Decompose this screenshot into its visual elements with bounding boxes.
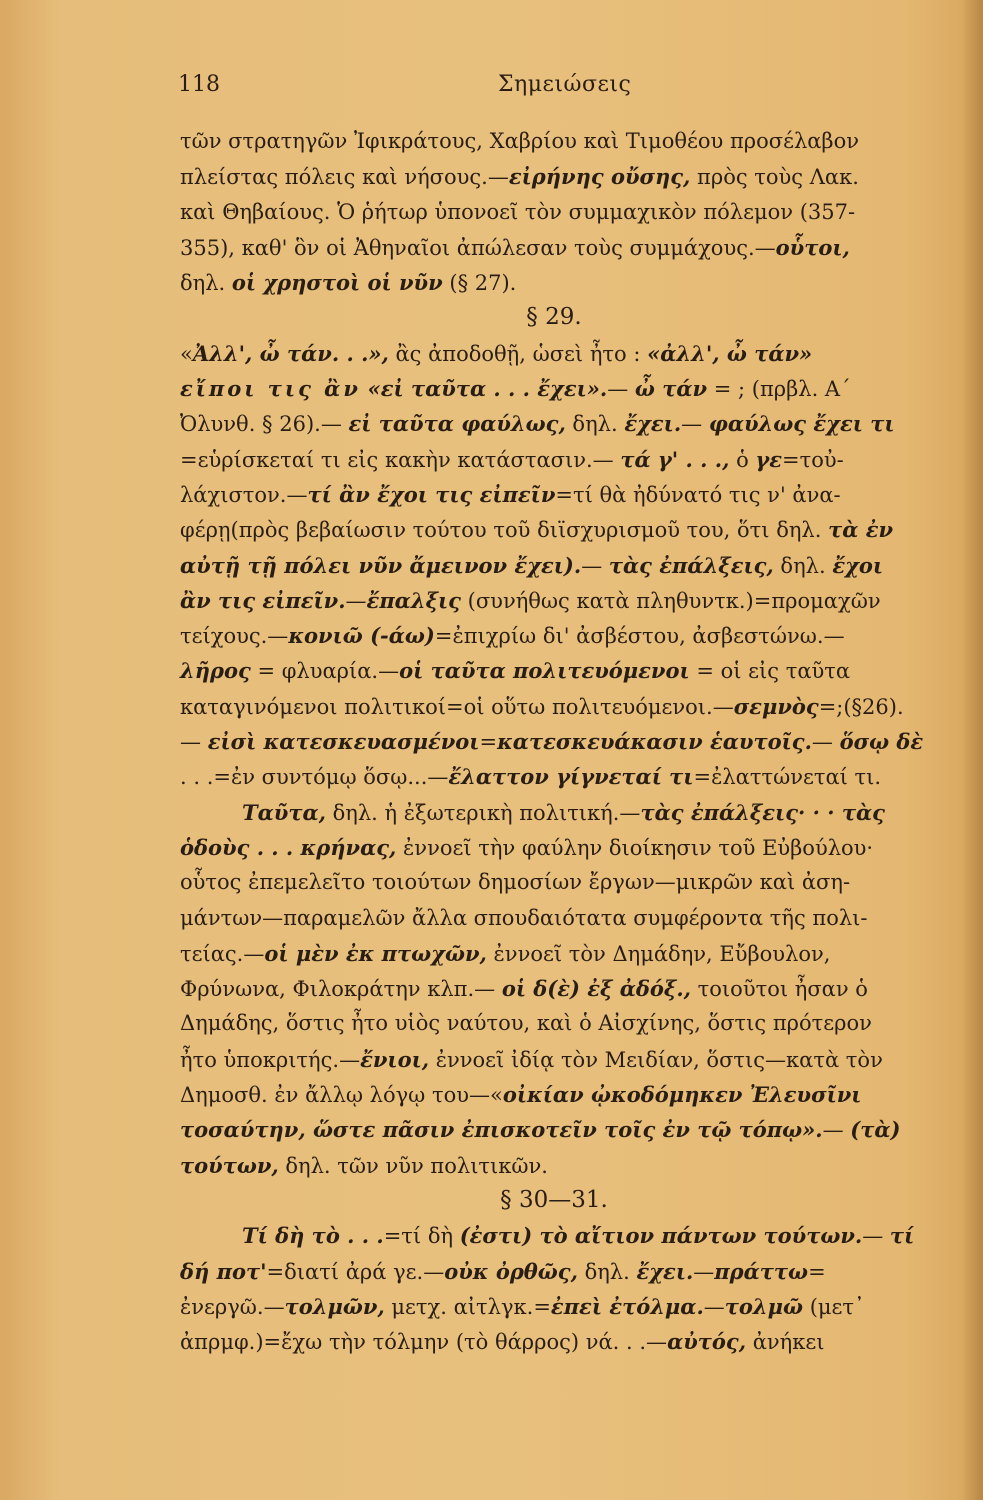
gloss-text: — [180,730,208,755]
lemma-term: οἰκίαν ᾠκοδόμηκεν Ἐλευσῖνι [502,1082,862,1108]
text-line [180,1218,958,1253]
gloss-text: =εὑρίσκεταί τι εἰς κακὴν κατάστασιν.— [180,447,621,472]
lemma-term: τοσαύτην, ὥστε πᾶσιν ἐπισκοτεῖν τοῖς ἐν τῷ τόπῳ». [180,1117,823,1143]
text-line [180,1324,958,1359]
lemma-term: κονιῶ (-άω) [288,623,435,649]
lemma-term: τούτων, [180,1152,279,1178]
text-line [180,477,958,512]
page-header [178,72,938,102]
gloss-text: — [681,412,709,437]
section-heading [180,300,958,335]
lemma-term: εἰ ταῦτα φαύλως, [348,411,566,437]
lemma-term: Ἀλλ', ὦ τάν. . .», [192,340,389,366]
gloss-text: Δημάδης, ὅστις ἦτο υἱὸς ναύτου, καὶ ὁ Αἰσχίνης, ὅστις πρότερον [180,1011,872,1036]
text-line [180,936,958,971]
lemma-term: γε [755,446,783,472]
gloss-text: = οἱ εἰς ταῦτα [689,659,851,684]
gloss-text: καὶ Θηβαίους. Ὁ ῥήτωρ ὑπονοεῖ τὸν συμμαχικὸν πόλεμον (357- [180,199,856,224]
lemma-term: ἔλαττον γίγνεταί τι [448,764,694,790]
gloss-text: =ἐλαττώνεταί τι. [693,765,882,790]
lemma-term: οὐκ ὀρθῶς, [444,1258,578,1284]
lemma-term: αὐτῇ τῇ πόλει νῦν ἄμεινον ἔχει). [180,552,582,578]
text-line [180,901,958,936]
gloss-text: =τί δὴ [383,1224,460,1249]
text-line [180,1112,958,1147]
text-line [180,1289,958,1324]
lemma-term: εἴποι τις ἂν [180,376,361,402]
gloss-text: =τί θὰ ἠδύνατό τις ν' ἀνα- [555,482,841,507]
text-line [180,795,958,830]
gloss-text: οὗτος ἐπεμελεῖτο τοιούτων δημοσίων ἔργων—μικρῶν καὶ ἀση- [180,870,851,895]
gloss-text: πρὸς τοὺς Λακ. [690,165,859,190]
text-line [180,759,958,794]
text-line [180,1042,958,1077]
text-line [180,724,958,759]
gloss-text: (μετ᾿ [803,1294,865,1319]
lemma-term: «ἀλλ', ὦ τάν» [647,340,813,366]
text-line [180,548,958,583]
gloss-text: = ; (πρβλ. Α΄ [707,377,851,402]
lemma-term: ἐπεὶ ἐτόλμα. [550,1293,704,1319]
running-title: Σημειώσεις [498,72,632,97]
lemma-term: αὐτός, [667,1329,747,1355]
lemma-term: (ἐστι) τὸ αἴτιον πάντων τούτων. [459,1223,863,1249]
lemma-term: ἔχοι [832,552,884,578]
gloss-text: =ἐπιχρίω δι' ἀσβέστου, ἀσβεστώνω.— [434,624,845,649]
lemma-term: τὰ ἐν [828,517,894,543]
gloss-text: Φρύνωνα, Φιλοκράτην κλπ.— [180,977,502,1002]
gloss-text: δηλ. [180,271,232,296]
gloss-text: — [607,377,635,402]
lemma-term: εἰρήνης οὔσης, [508,164,691,190]
gloss-text: ἦτο ὑποκριτής.— [180,1047,361,1072]
gloss-text: = [808,1259,826,1284]
text-line [180,265,958,300]
lemma-term: ἔνιοι, [360,1046,430,1072]
gloss-text: δηλ. [577,1259,637,1284]
text-line [180,1254,958,1289]
text-line [180,406,958,441]
lemma-term: εἰσὶ κατεσκευασμένοι [207,729,480,755]
lemma-term: ὁδοὺς . . . κρήνας, [180,834,397,860]
gloss-text: μετχ. αἰτλγκ.= [384,1294,551,1319]
gloss-text: — [345,588,367,613]
text-line [180,830,958,865]
gloss-text: τείας.— [180,941,265,966]
text-line [180,159,958,194]
gloss-text: καταγινόμενοι πολιτικοί=οἱ οὕτω πολιτευόμενοι.— [180,694,734,719]
lemma-term: Τί δὴ τὸ . . . [242,1223,384,1249]
section-number: § 30—31. [500,1186,608,1213]
gloss-text: φέρῃ(πρὸς βεβαίωσιν τούτου τοῦ διϊσχυρισμοῦ του, ὅτι δηλ. [180,518,829,543]
gloss-text: ὁ [729,447,756,472]
lemma-term: οἱ ταῦτα πολιτευόμενοι [399,658,690,684]
gloss-text: ἐνεργῶ.— [180,1294,285,1319]
lemma-term: (τὰ) [850,1117,901,1143]
gloss-text: δηλ. ἡ ἐξωτερικὴ πολιτική.— [325,800,641,825]
lemma-term: σεμνὸς [733,693,819,719]
text-line [180,230,958,265]
text-line [180,1006,958,1041]
gloss-text: — [581,553,609,578]
lemma-term: ἔχει. [624,411,682,437]
gloss-text: πλείστας πόλεις καὶ νήσους.— [180,165,509,190]
gloss-text: δηλ. [565,412,625,437]
gloss-text: = φλυαρία.— [250,659,400,684]
lemma-term: τί ἂν ἔχοι τις εἰπεῖν [307,481,556,507]
text-line [180,689,958,724]
gloss-text: δηλ. τῶν νῦν πολιτικῶν. [278,1153,548,1178]
gloss-text: ἐννοεῖ τὴν φαύλην διοίκησιν τοῦ Εὐβούλου· [396,835,874,860]
lemma-term: τολμῶ [724,1293,804,1319]
text-line [180,653,958,688]
gloss-text: =;(§26). [818,694,904,719]
text-line [180,583,958,618]
gloss-text: τείχους.— [180,624,289,649]
lemma-term: Ταῦτα, [242,799,326,825]
lemma-term: τὰς ἐπάλξεις, [608,552,774,578]
text-line [180,195,958,230]
lemma-term: ἂν τις εἰπεῖν. [180,587,346,613]
lemma-term: ὦ τάν [634,376,708,402]
text-line [180,1077,958,1112]
gloss-text: =διατί ἀρά γε.— [266,1259,445,1284]
gloss-text: =τοὐ- [782,447,844,472]
lemma-term: οἱ χρηστοὶ οἱ νῦν [231,270,443,296]
gloss-text: 355), καθ' ὃν οἱ Ἀθηναῖοι ἀπώλεσαν τοὺς συμμάχους.— [180,235,776,260]
page-edge-shadow [961,0,983,1500]
lemma-term: λῆρος [180,658,251,684]
gloss-text: τοιοῦτοι ἦσαν ὁ [691,977,868,1002]
lemma-term: ἔπαλξις [366,587,461,613]
text-line [180,512,958,547]
lemma-term: δή ποτ' [180,1258,267,1284]
gloss-text: δηλ. [773,553,833,578]
lemma-term: «εἰ ταῦτα . . . ἔχει». [367,376,608,402]
gloss-text: Ὀλυνθ. § 26).— [180,412,349,437]
lemma-term: οἱ δ(ὲ) ἐξ ἀδόξ., [501,976,691,1002]
gloss-text: ἀνήκει [746,1330,825,1355]
section-heading [180,1183,958,1218]
gloss-text: — [703,1294,725,1319]
text-line [180,336,958,371]
lemma-term: κατεσκευάκασιν ἑαυτοῖς. [497,729,812,755]
gloss-text: — [822,1118,851,1143]
gloss-text: « [180,341,193,366]
gloss-text: λάχιστον.— [180,482,308,507]
lemma-term: ὅσῳ δὲ [839,729,924,755]
section-number: § 29. [526,304,582,331]
text-line [180,371,958,406]
gloss-text: = [479,730,498,755]
gloss-text [361,377,368,401]
text-line [180,618,958,653]
lemma-term: τά γ' . . ., [620,446,730,472]
lemma-term: τὰς ἐπάλξεις· · · τὰς [640,799,885,825]
lemma-term: φαύλως ἔχει τι [708,411,895,437]
gloss-text: ἐννοεῖ τὸν Δημάδην, Εὔβουλον, [486,941,831,966]
gloss-text: ἂς ἀποδοθῇ, ὡσεὶ ἦτο : [388,341,648,366]
gloss-text: μάντων—παραμελῶν ἄλλα σπουδαιότατα συμφέροντα τῆς πολι- [180,905,868,930]
lemma-term: πράττω [714,1258,809,1284]
text-line [180,124,958,159]
text-line [180,971,958,1006]
gloss-text: ἀπρμφ.)=ἔχω τὴν τόλμην (τὸ θάρρος) νά. . .— [180,1330,668,1355]
gloss-text: (§ 27). [442,271,517,296]
lemma-term: τί [889,1223,915,1249]
lemma-term: ἔχει. [636,1258,694,1284]
commentary-text [180,124,958,1359]
gloss-text: Δημοσθ. ἐν ἄλλῳ λόγῳ του—« [180,1083,503,1108]
gloss-text: — [693,1259,715,1284]
gloss-text: — [862,1224,890,1249]
text-line [180,1148,958,1183]
gloss-text: (συνήθως κατὰ πληθυντκ.)=προμαχῶν [460,588,881,613]
lemma-term: τολμῶν, [284,1293,385,1319]
text-line [180,442,958,477]
lemma-term: οὗτοι, [775,234,850,260]
gloss-text: — [811,730,840,755]
page-number: 118 [178,72,220,97]
gloss-text: . . .=ἐν συντόμῳ ὅσῳ...— [180,765,449,790]
lemma-term: οἱ μὲν ἐκ πτωχῶν, [264,940,487,966]
gloss-text: τῶν στρατηγῶν Ἰφικράτους, Χαβρίου καὶ Τιμοθέου προσέλαβον [180,129,859,153]
text-line [180,865,958,900]
gloss-text: ἐννοεῖ ἰδίᾳ τὸν Μειδίαν, ὅστις—κατὰ τὸν [429,1047,883,1072]
